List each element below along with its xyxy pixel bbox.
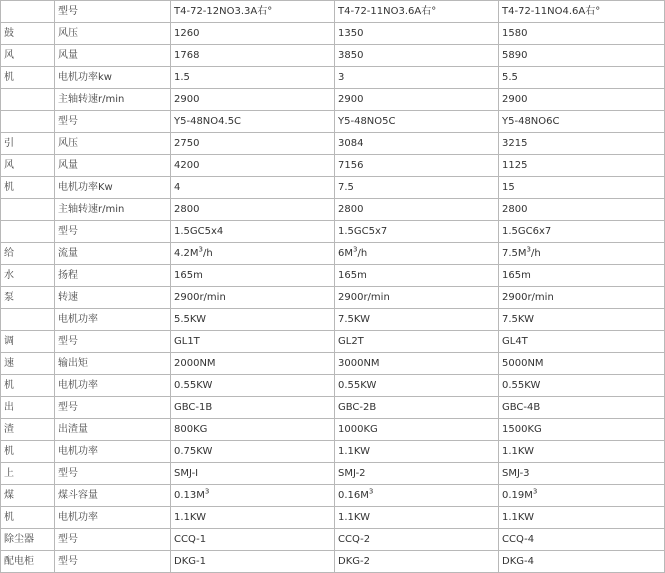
table-row <box>1 199 665 221</box>
value-cell: 2000NM <box>171 353 335 375</box>
value-cell: 3000NM <box>335 353 499 375</box>
group-label-cell <box>1 309 55 331</box>
superscript: 3 <box>368 487 374 496</box>
parameter-cell: 电机功率 <box>55 441 171 463</box>
group-label-cell: 渣 <box>1 419 55 441</box>
value-cell: 1.5GC5x4 <box>171 221 335 243</box>
table-row <box>1 45 665 67</box>
value-cell: GL4T <box>499 331 665 353</box>
header-cell-model-1: T4-72-12NO3.3A右° <box>171 1 335 23</box>
unit-tail: /h <box>357 247 368 259</box>
value-cell: Y5-48NO5C <box>335 111 499 133</box>
group-label-cell: 机 <box>1 375 55 397</box>
header-cell-model-2: T4-72-11NO3.6A右° <box>335 1 499 23</box>
group-label-cell: 上 <box>1 463 55 485</box>
table-row <box>1 155 665 177</box>
value-cell: Y5-48NO6C <box>499 111 665 133</box>
value-cell: 1350 <box>335 23 499 45</box>
superscript: 3 <box>353 245 358 254</box>
table-row <box>1 221 665 243</box>
value-cell: 2900r/min <box>499 287 665 309</box>
group-label-cell: 出 <box>1 397 55 419</box>
table-row <box>1 265 665 287</box>
group-label-cell: 机 <box>1 67 55 89</box>
parameter-cell: 主轴转速r/min <box>55 199 171 221</box>
value-cell: 2900 <box>171 89 335 111</box>
value-cell: 7156 <box>335 155 499 177</box>
table-row <box>1 111 665 133</box>
group-label-cell: 风 <box>1 155 55 177</box>
parameter-cell: 主轴转速r/min <box>55 89 171 111</box>
value-text: 0.13M <box>174 489 205 501</box>
value-cell <box>171 243 335 265</box>
value-cell: 1.1KW <box>171 507 335 529</box>
value-cell: 7.5 <box>335 177 499 199</box>
parameter-cell: 出渣量 <box>55 419 171 441</box>
group-label-cell: 机 <box>1 441 55 463</box>
value-text: 0.16M <box>338 489 369 501</box>
value-cell: 800KG <box>171 419 335 441</box>
group-label-cell: 鼓 <box>1 23 55 45</box>
value-cell: 5000NM <box>499 353 665 375</box>
table-row <box>1 89 665 111</box>
superscript: 3 <box>204 487 210 496</box>
value-cell: 1.1KW <box>335 441 499 463</box>
value-cell: GL1T <box>171 331 335 353</box>
table-row <box>1 309 665 331</box>
parameter-cell: 转速 <box>55 287 171 309</box>
value-cell: 1.5GC6x7 <box>499 221 665 243</box>
value-cell: 1768 <box>171 45 335 67</box>
group-label-cell: 速 <box>1 353 55 375</box>
table-row <box>1 375 665 397</box>
value-cell: CCQ-4 <box>499 529 665 551</box>
table-row <box>1 67 665 89</box>
value-cell: CCQ-2 <box>335 529 499 551</box>
value-text: 4.2M <box>174 247 199 259</box>
value-cell: SMJ-2 <box>335 463 499 485</box>
group-label-cell: 泵 <box>1 287 55 309</box>
value-cell: GBC-1B <box>171 397 335 419</box>
value-cell: 2800 <box>171 199 335 221</box>
value-cell: 0.55KW <box>499 375 665 397</box>
group-label-cell: 风 <box>1 45 55 67</box>
value-cell: 3850 <box>335 45 499 67</box>
value-cell: 1.5GC5x7 <box>335 221 499 243</box>
value-cell: 0.55KW <box>171 375 335 397</box>
value-cell: 4 <box>171 177 335 199</box>
superscript: 3 <box>532 487 538 496</box>
value-cell: 2900r/min <box>171 287 335 309</box>
table-row <box>1 177 665 199</box>
parameter-cell: 电机功率 <box>55 375 171 397</box>
table-row <box>1 551 665 573</box>
value-cell: 1580 <box>499 23 665 45</box>
value-cell: 15 <box>499 177 665 199</box>
value-cell: 3084 <box>335 133 499 155</box>
value-cell: 4200 <box>171 155 335 177</box>
value-cell: 5890 <box>499 45 665 67</box>
value-cell: 1.5 <box>171 67 335 89</box>
value-cell: GBC-2B <box>335 397 499 419</box>
table-row <box>1 133 665 155</box>
parameter-cell: 型号 <box>55 221 171 243</box>
value-cell: DKG-1 <box>171 551 335 573</box>
value-text: 7.5M <box>502 247 527 259</box>
table-row <box>1 287 665 309</box>
value-cell: CCQ-1 <box>171 529 335 551</box>
group-label-cell <box>1 199 55 221</box>
value-cell: 5.5KW <box>171 309 335 331</box>
table-row <box>1 485 665 507</box>
superscript: 3 <box>198 245 203 254</box>
value-cell: 1500KG <box>499 419 665 441</box>
parameter-cell: 电机功率 <box>55 507 171 529</box>
group-label-cell: 机 <box>1 177 55 199</box>
spec-table-body <box>1 1 665 573</box>
group-label-cell: 配电柜 <box>1 551 55 573</box>
value-cell: GL2T <box>335 331 499 353</box>
value-cell: GBC-4B <box>499 397 665 419</box>
header-row <box>1 1 665 23</box>
value-cell: 2750 <box>171 133 335 155</box>
group-label-cell <box>1 89 55 111</box>
value-text: 0.19M <box>502 489 533 501</box>
group-label-cell: 除尘器 <box>1 529 55 551</box>
value-cell: 2900 <box>335 89 499 111</box>
parameter-cell: 型号 <box>55 551 171 573</box>
value-text: 6M <box>338 247 353 259</box>
value-cell: 165m <box>499 265 665 287</box>
value-cell: 7.5KW <box>335 309 499 331</box>
table-row <box>1 441 665 463</box>
parameter-cell: 电机功率Kw <box>55 177 171 199</box>
parameter-cell: 输出矩 <box>55 353 171 375</box>
value-cell: 1125 <box>499 155 665 177</box>
header-cell-model: 型号 <box>55 1 171 23</box>
parameter-cell: 电机功率kw <box>55 67 171 89</box>
value-cell: 2800 <box>499 199 665 221</box>
group-label-cell: 引 <box>1 133 55 155</box>
value-cell: SMJ-3 <box>499 463 665 485</box>
parameter-cell: 电机功率 <box>55 309 171 331</box>
group-label-cell <box>1 111 55 133</box>
group-label-cell: 煤 <box>1 485 55 507</box>
value-cell: 3 <box>335 67 499 89</box>
table-row <box>1 353 665 375</box>
value-cell <box>499 243 665 265</box>
header-cell-group <box>1 1 55 23</box>
table-row <box>1 331 665 353</box>
value-cell: SMJ-I <box>171 463 335 485</box>
value-cell: 2900 <box>499 89 665 111</box>
value-cell: 7.5KW <box>499 309 665 331</box>
value-cell: 0.75KW <box>171 441 335 463</box>
value-cell <box>335 485 499 507</box>
value-cell: 1000KG <box>335 419 499 441</box>
table-row <box>1 23 665 45</box>
table-row <box>1 419 665 441</box>
group-label-cell: 水 <box>1 265 55 287</box>
header-cell-model-3: T4-72-11NO4.6A右° <box>499 1 665 23</box>
value-cell: Y5-48NO4.5C <box>171 111 335 133</box>
value-cell: 1.1KW <box>335 507 499 529</box>
value-cell <box>335 243 499 265</box>
parameter-cell: 风量 <box>55 155 171 177</box>
parameter-cell: 风量 <box>55 45 171 67</box>
value-cell: 1.1KW <box>499 507 665 529</box>
parameter-cell: 风压 <box>55 133 171 155</box>
group-label-cell <box>1 221 55 243</box>
table-row <box>1 397 665 419</box>
parameter-cell: 型号 <box>55 397 171 419</box>
parameter-cell: 型号 <box>55 331 171 353</box>
parameter-cell: 型号 <box>55 529 171 551</box>
value-cell: DKG-2 <box>335 551 499 573</box>
value-cell: 2900r/min <box>335 287 499 309</box>
parameter-cell: 型号 <box>55 111 171 133</box>
value-cell: 2800 <box>335 199 499 221</box>
table-row <box>1 507 665 529</box>
parameter-cell: 扬程 <box>55 265 171 287</box>
table-row <box>1 243 665 265</box>
table-row <box>1 529 665 551</box>
table-row <box>1 463 665 485</box>
group-label-cell: 给 <box>1 243 55 265</box>
group-label-cell: 调 <box>1 331 55 353</box>
parameter-cell: 风压 <box>55 23 171 45</box>
value-cell: 0.55KW <box>335 375 499 397</box>
value-cell: 165m <box>171 265 335 287</box>
value-cell: 1260 <box>171 23 335 45</box>
unit-tail: /h <box>531 247 541 259</box>
value-cell: 5.5 <box>499 67 665 89</box>
value-cell <box>499 485 665 507</box>
parameter-cell: 流量 <box>55 243 171 265</box>
value-cell: 165m <box>335 265 499 287</box>
value-cell <box>171 485 335 507</box>
parameter-cell: 型号 <box>55 463 171 485</box>
value-cell: 3215 <box>499 133 665 155</box>
parameter-cell: 煤斗容量 <box>55 485 171 507</box>
value-cell: DKG-4 <box>499 551 665 573</box>
unit-tail: /h <box>203 247 213 259</box>
superscript: 3 <box>526 245 531 254</box>
value-cell: 1.1KW <box>499 441 665 463</box>
group-label-cell: 机 <box>1 507 55 529</box>
